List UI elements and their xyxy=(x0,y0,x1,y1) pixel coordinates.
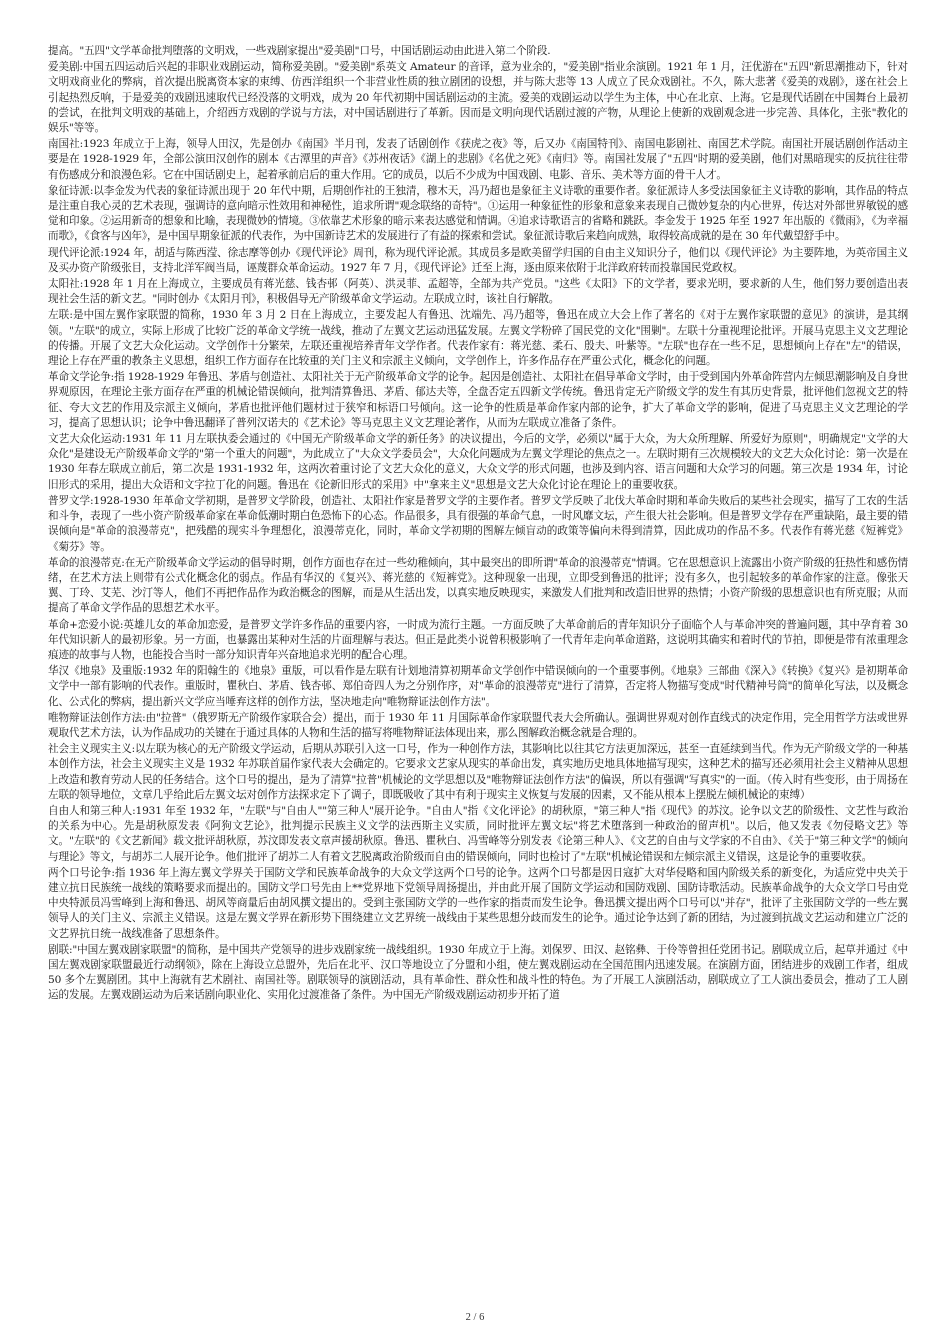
paragraph-sun-society: 太阳社:1928 年 1 月在上海成立，主要成员有蒋光慈、钱杏邨（阿英）、洪灵菲、孟超等，全部为共产党员。"这些《太阳》下的文学者，要求光明，要求新的人生，他们努力要创造出表现社会生活的新文艺。"同时创办《太阳月刊》，积极倡导无产阶级革命文学运动。左联成立时，该社自行解散。 xyxy=(48,278,908,306)
paragraph-revolution-plus-love: 革命+恋爱小说:英雄儿女的革命加恋爱，是普罗文学许多作品的重要内容，一时成为流行主题。一方面反映了大革命前后的青年知识分子面临个人与革命冲突的普遍问题，其中孕育着 30 年代知识新人的最初形象。另一方面，也暴露出某种对生活的片面理解与表达。但正是此类小说曾积极影响了一代青年走向革命道路，这说明其确实和着时代的节拍，即便是带有浓重理念痕迹的故事与人物，也能投合当时一部分知识青年兴奋地追求光明的配合心理。 xyxy=(48,618,908,661)
document-page xyxy=(48,44,908,1304)
paragraph-proletarian-literature: 普罗文学:1928-1930 年革命文学初期，是普罗文学阶段，创造社、太阳社作家是普罗文学的主要作者。普罗文学反映了北伐大革命时期和革命失败后的某些社会现实，描写了工农的生活和斗争，表现了一些小资产阶级革命家在革命低潮时期白色恐怖下的心态。作品很多，具有很强的革命气息，一时风靡文坛，产生很大社会影响。但是普罗文学存在严重缺陷，最主要的错误倾向是"革命的浪漫蒂克"，把残酷的现实斗争理想化，浪漫蒂克化，同时，革命文学初期的图解左倾盲动的政策等偏向未得到清算，因此成功的作品不多。代表作有蒋光慈《短裤党》《菊芬》等。 xyxy=(48,494,908,553)
paragraph-dialectical-method: 唯物辩证法创作方法:由"拉普"（俄罗斯无产阶级作家联合会）提出，而于 1930 年 11 月国际革命作家联盟代表大会所确认。强调世界观对创作直线式的决定作用，完全用哲学方法或世界观取代艺术方法，认为作品成功的关键在于通过具体的人物和生活的描写将唯物辩证法体现出来，那么图解政治概念就是合理的。 xyxy=(48,711,908,739)
paragraph-aimeiju: 爱美剧:中国五四运动后兴起的非职业戏剧运动，简称爱美剧。"爱美剧"系英文 Amateur 的音译，意为业余的，"爱美剧"指业余演剧。1921 年 1 月，汪优游在"五四"新思潮推动下，针对文明戏商业化的弊病，首次提出脱离资本家的束缚、仿西洋组织一个非营业性质的独立剧团的设想，并与陈大悲等 13 人成立了民众戏剧社。不久，陈大悲著《爱美的戏剧》，遂在社会上引起热烈反响，于是爱美的戏剧迅速取代已经没落的文明戏，成为 20 年代初期中国话剧运动的主流。爱美的戏剧运动以学生为主体，中心在北京、上海。它是现代话剧在中国舞台上最初的尝试，在批判文明戏的基础上，介绍西方戏剧的学说与方法，对中国话剧进行了革新。因而是文明向现代话剧过渡的产物，从理论上使新的戏剧观念进一步完善、具体化，主张"教化的娱乐"等等。 xyxy=(48,61,908,135)
paragraph-two-slogans-debate: 两个口号论争:指 1936 年上海左翼文学界关于国防文学和民族革命战争的大众文学这两个口号的论争。这两个口号都是因日寇扩大对华侵略和国内阶级关系的新变化，为适应党中央关于建立抗日民族统一战线的策略要求而提出的。国防文学口号先由上**党界地下党领导周扬提出，并由此开展了国防文学运动和国防戏剧、国防诗歌活动。民族革命战争的大众文学口号由党中央特派员冯雪峰到上海和鲁迅、胡风等商量后由胡风撰文提出的。受到主张国防文学的一些作家的指责而发生论争。鲁迅撰文提出两个口号可以"并存"，批评了主张国防文学的一些左翼领导人的关门主义、宗派主义错误。这是左翼文学界在新形势下围绕建立文艺界统一战线由于某些思想分歧而发生的论争。通过论争达到了新的团结，为过渡到抗战文艺运动和建立广泛的文艺界抗日统一战线准备了思想条件。 xyxy=(48,866,908,940)
paragraph-revolutionary-romanticism: 革命的浪漫蒂克:在无产阶级革命文学运动的倡导时期，创作方面也存在过一些幼稚倾向，其中最突出的即所谓"革命的浪漫蒂克"情调。它在思想意识上流露出小资产阶级的狂热性和感伤情绪，在艺术方法上则带有公式化概念化的弱点。作品有华汉的《复兴》、蒋光慈的《短裤党》。这种现象一出现，立即受到鲁迅的批评；没有多久，也引起较多的革命作家的注意。像张天翼、丁玲、艾芜、沙汀等人，他们不再把作品作为政治概念的图解，而是从生活出发，以真实地反映现实，来激发人们批判和改造旧世界的热情；小资产阶级的思想意识也有所克服；从而提高了革命文学作品的思想艺术水平。 xyxy=(48,556,908,615)
paragraph-modern-review: 现代评论派:1924 年，胡适与陈西滢、徐志摩等创办《现代评论》周刊，称为现代评论派。其成员多是欧美留学归国的自由主义知识分子，他们以《现代评论》为主要阵地，为英帝国主义及买办资产阶级张目，支持北洋军阀当局，诬蔑群众革命运动。1927 年 7 月，《现代评论》迁至上海，逐由原来依附于北洋政府转而投靠国民党政权。 xyxy=(48,246,908,274)
paragraph-revolutionary-literature-debate: 革命文学论争:指 1928-1929 年鲁迅、茅盾与创造社、太阳社关于无产阶级革命文学的论争。起因是创造社、太阳社在倡导革命文学时，由于受到国内外革命阵营内左倾思潮影响及自身世界观原因，在理论主张方面存在严重的机械论错误倾向，批判清算鲁迅、茅盾、郁达夫等，全盘否定五四新文学传统。鲁迅肯定无产阶级文学的发生有其历史背景，批评他们忽视文艺的特征、夸大文艺的作用及宗派主义倾向，茅盾也批评他们题材过于狭窄和标语口号倾向。这一论争的性质是革命作家内部的论争，扩大了革命文学的影响，促进了马克思主义文艺理论的学习，提高了思想认识；论争中鲁迅翻译了普列汉诺夫的《艺术论》等马克思主义文艺理论著作，从而为左联成立准备了条件。 xyxy=(48,371,908,429)
paragraph-left-league: 左联:是中国左翼作家联盟的简称，1930 年 3 月 2 日在上海成立，主要发起人有鲁迅、沈端先、冯乃超等，鲁迅在成立大会上作了著名的《对于左翼作家联盟的意见》的演讲，是其纲领。"左联"的成立，实际上形成了比较广泛的革命文学统一战线，推动了左翼文艺运动迅猛发展。左翼文学粉碎了国民党的文化"围剿"。左联十分重视理论批评。开展马克思主义文艺理论的传播。开展了文艺大众化运动。文学创作十分繁荣，左联还重视培养青年文学作者。代表作家有：蒋光慈、柔石、殷夫、叶紫等。"左联"也存在一些不足，思想倾向上存在"左"的错误，理论上存在严重的教条主义思想，组织工作方面存在比较重的关门主义和宗派主义倾向，文学创作上，许多作品存在严重公式化，概念化的问题。 xyxy=(48,309,908,368)
paragraph-drama-league: 剧联:"中国左翼戏剧家联盟"的简称，是中国共产党领导的进步戏剧家统一战线组织。1930 年成立于上海。刘保罗、田汉、赵铭彝、于伶等曾担任党团书记。剧联成立后，起草并通过《中国左翼戏剧家联盟最近行动纲领》，除在上海设立总盟外，先后在北平、汉口等地设立了分盟和小组，使左翼戏剧运动在全国范围内迅速发展。在演剧方面，团结进步的戏剧工作者，组成 50 多个左翼剧团。其中上海就有艺术剧社、南国社等。剧联领导的演剧活动，具有革命性、群众性和战斗性的特色。为了开展工人演剧活动，剧联成立了工人演出委员会，推动了工人剧运的发展。左翼戏剧运动为后来话剧向职业化、实用化过渡准备了条件。为中国无产阶级戏剧运动初步开拓了道 xyxy=(48,943,908,1002)
paragraph-socialist-realism: 社会主义现实主义:以左联为核心的无产阶级文学运动，后期从苏联引入这一口号，作为一种创作方法，其影响比以往其它方法更加深远，甚至一直延续到当代。作为无产阶级文学的一种基本创作方法，社会主义现实主义是 1932 年苏联首届作家代表大会确定的。它要求文艺家从现实的革命出发，真实地历史地具体地描写现实，这种艺术的描写还必须用社会主义精神从思想上改造和教育劳动人民的任务结合。这个口号的提出，是为了清算"拉普"机械论的文学思想以及"唯物辩证法创作方法"的偏误，所以有强调"写真实"的一面。（传入时有些变形，由于周扬在左联的领导地位，文章几乎给此后左翼文坛对创作方法探求定下了调子，即既吸收了其中有利于现实主义恢复与发展的因素，又不能从根本上摆脱左倾机械论的束缚） xyxy=(48,743,908,801)
page-number: 2 / 6 xyxy=(465,1312,485,1323)
paragraph-popularization-movement: 文艺大众化运动:1931 年 11 月左联执委会通过的《中国无产阶级革命文学的新任务》的决议提出，今后的文学，必须以"属于大众，为大众所理解、所爱好为原则"，明确规定"文学的大众化"是建设无产阶级革命文学的"第一个重大的问题"，为此成立了"大众文学委员会"，大众化问题成为左翼文学理论的焦点之一。左联时期有三次规模较大的文艺大众化讨论：第一次是在 1930 年春左联成立前后，第二次是 1931-1932 年，这两次着重讨论了文艺大众化的意义，大众文学的形式问题，也涉及到内容、语言问题和大众学习的问题。第三次是 1934 年，讨论旧形式的采用，提出大众语和文字拉丁化的问题。鲁迅在《论新旧形式的采用》中"拿来主义"思想是文艺大众化讨论在理论上的重要收获。 xyxy=(48,433,908,491)
paragraph-symbolist-poets: 象征诗派:以李金发为代表的象征诗派出现于 20 年代中期，后期创作社的王独清，穆木天，冯乃超也是象征主义诗歌的重要作者。象征派诗人多受法国象征主义诗歌的影响，其作品的特点是注重自我心灵的艺术表现，强调诗的意向暗示性效用和神秘性，追求所谓"观念联络的奇特"。①运用一种象征性的形象和意象来表现自己微妙复杂的内心世界，传达对外部世界敏锐的感觉和印象。②运用新奇的想象和比喻，表现微妙的情境。③依靠艺术形象的暗示来表达感觉和情调。④追求诗歌语言的省略和跳跃。李金发于 1925 年至 1927 年出版的《微雨》，《为幸福而歌》，《食客与凶年》，是中国早期象征派的代表作，为中国新诗艺术的发展进行了有益的探索和尝试。象征派诗歌后来趋向成熟，取得较高成就的是在 30 年代戴望舒手中。 xyxy=(48,184,908,243)
paragraph-nanguoshe: 南国社:1923 年成立于上海，领导人田汉，先是创办《南国》半月刊，发表了话剧创作《获虎之夜》等，后又办《南国特刊》、南国电影剧社、南国艺术学院。南国社开展话剧创作活动主要是在 1928-1929 年，全部公演田汉创作的剧本《古潭里的声音》《苏州夜话》《湖上的悲剧》《名优之死》《南归》等。南国社发展了"五四"时期的爱美剧，他们对黑暗现实的反抗往往带有伤感成分和浪漫色彩。它在中国话剧史上，起着承前启后的重大作用。它的成员，以后不少成为中国戏剧、电影、音乐、美术等方面的骨干人才。 xyxy=(48,138,908,181)
paragraph-free-men-third-kind: 自由人和第三种人:1931 年至 1932 年，"左联"与"自由人""第三种人"展开论争。"自由人"指《文化评论》的胡秋原，"第三种人"指《现代》的苏汶。论争以文艺的阶级性、文艺性与政治的关系为中心。先是胡秋原发表《阿狗文艺论》，批判提示民族主义文学的法西斯主义实质，同时批评左翼文坛"将艺术堕落到一种政治的留声机"。以后，他又发表《勿侵略文艺》等文。"左联"的《文艺新闻》载文批评胡秋原，苏汶即发表文章声援胡秋原。鲁迅、瞿秋白、冯雪峰等分别发表《论第三种人》、《文艺的自由与文学家的不自由》、《关于"第三种文学"的倾向与理论》等文，与胡苏二人展开论争。他们批评了胡苏二人有着文艺脱离政治阶级而自由的错误倾向，同时也检讨了"左联"机械论错误和左倾宗派主义错误，这是论争的重要收获。 xyxy=(48,804,908,863)
paragraph-diquan-reissue: 华汉《地泉》及重版:1932 年的阳翰生的《地泉》重版，可以看作是左联有计划地清算初期革命文学创作中错误倾向的一个重要事例。《地泉》三部曲《深入》《转换》《复兴》是初期革命文学中一部有影响的代表作。重版时，瞿秋白、茅盾、钱杏邨、郑伯奇四人为之分别作序，对"革命的浪漫蒂克"进行了清算，否定将人物描写变成"时代精神号筒"的简单化写法，以及概念化、公式化的弊病，提出新兴文学应当唾弃这样的创作方法，坚决地走向"唯物辩证法创作方法"。 xyxy=(48,665,908,708)
paragraph-intro: 提高。"五四"文学革命批判堕落的文明戏，一些戏剧家提出"爱美剧"口号，中国话剧运动由此进入第二个阶段. xyxy=(48,45,551,57)
